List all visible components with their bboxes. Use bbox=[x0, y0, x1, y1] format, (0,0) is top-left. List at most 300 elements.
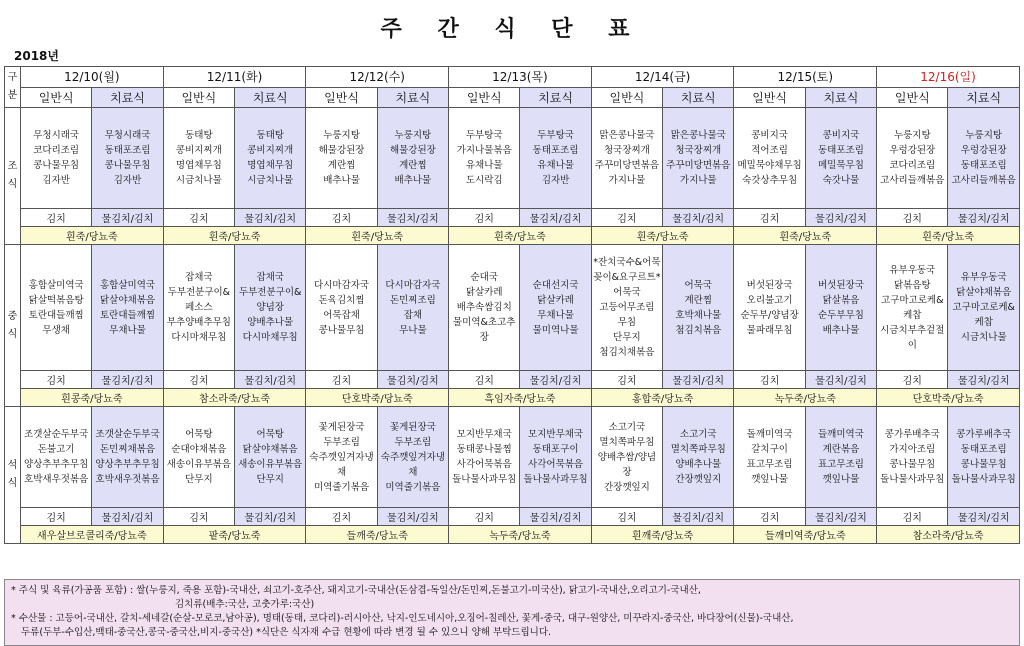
menu-item: 닭살야채볶음 bbox=[242, 444, 298, 455]
meal-type-therapeutic: 치료식 bbox=[520, 87, 591, 108]
menu-item: 계란찜 bbox=[684, 294, 713, 306]
meal-type-regular: 일반식 bbox=[306, 87, 377, 108]
menu-item: 콩나물무침 bbox=[318, 324, 365, 336]
menu-item: 돈불고기 bbox=[37, 444, 75, 455]
menu-item: 모지반무채국 bbox=[528, 429, 584, 440]
menu-cell-regular bbox=[21, 245, 92, 371]
porridge-cell: 흰콩죽/당뇨죽 bbox=[21, 389, 164, 407]
menu-item: 누룽지탕 bbox=[893, 130, 931, 141]
menu-item: 버섯된장국 bbox=[746, 279, 793, 291]
day-header: 12/15(토) bbox=[734, 67, 877, 88]
kimchi-cell: 김치 bbox=[163, 508, 234, 526]
menu-item: 주꾸미당면볶음 bbox=[666, 160, 731, 171]
menu-item: 도시락김 bbox=[465, 175, 503, 186]
menu-item: 어묵국 bbox=[684, 279, 713, 291]
menu-item: 두부조림 bbox=[323, 436, 360, 448]
meal-type-therapeutic: 치료식 bbox=[377, 87, 448, 108]
meal-type-regular: 일반식 bbox=[21, 87, 92, 108]
meal-type-regular: 일반식 bbox=[163, 87, 234, 108]
menu-item: 양상추부추무침 bbox=[95, 459, 160, 470]
menu-item: 배추나물 bbox=[323, 175, 360, 186]
menu-cell-therapeutic bbox=[520, 245, 591, 371]
menu-item: 콩가루배추국 bbox=[884, 429, 940, 440]
kimchi-cell: 김치 bbox=[163, 371, 234, 389]
kimchi-cell: 물김치/김치 bbox=[948, 209, 1020, 227]
menu-item: 숙갓상추무침 bbox=[742, 175, 798, 186]
menu-cell-therapeutic bbox=[377, 407, 448, 508]
menu-item: 콩비지찌개 bbox=[247, 145, 294, 156]
menu-cell-regular bbox=[449, 108, 520, 209]
menu-item: 맑은콩나물국 bbox=[670, 130, 726, 141]
porridge-cell: 흰죽/당뇨죽 bbox=[449, 227, 592, 245]
menu-item: 돈민찌채볶음 bbox=[99, 444, 156, 455]
kimchi-cell: 김치 bbox=[163, 209, 234, 227]
menu-item: 단무지 bbox=[185, 474, 213, 485]
porridge-cell: 팥죽/당뇨죽 bbox=[163, 526, 306, 544]
origin-note-kimchi: 김치류(배추:국산, 고춧가루:국산) bbox=[175, 599, 315, 610]
menu-cell-therapeutic bbox=[235, 245, 306, 371]
menu-item: 간장깻잎지 bbox=[675, 474, 722, 485]
menu-cell-therapeutic bbox=[663, 108, 734, 209]
meal-type-therapeutic: 치료식 bbox=[948, 87, 1020, 108]
kimchi-cell: 물김치/김치 bbox=[92, 508, 163, 526]
menu-item: 이 bbox=[907, 339, 917, 351]
menu-item: 순대선지국 bbox=[532, 279, 579, 291]
menu-cell-regular bbox=[877, 108, 948, 209]
kimchi-cell: 김치 bbox=[591, 508, 662, 526]
menu-item: 미역줄기볶음 bbox=[314, 481, 370, 493]
menu-item: 두부탕국 bbox=[537, 130, 574, 141]
menu-item: 동태콩나물찜 bbox=[456, 444, 512, 455]
menu-item: 시금치나물 bbox=[175, 175, 222, 186]
menu-item: 닭살야채볶음 bbox=[956, 287, 1012, 298]
menu-item: 가지나물볶음 bbox=[456, 145, 512, 156]
menu-item: 물미역나물 bbox=[532, 324, 579, 336]
menu-item: 해물강된장 bbox=[389, 145, 436, 156]
menu-item: 무침 bbox=[617, 317, 637, 328]
menu-item: 고사리들깨볶음 bbox=[880, 175, 945, 186]
kimchi-cell: 물김치/김치 bbox=[377, 371, 448, 389]
kimchi-cell: 김치 bbox=[21, 508, 92, 526]
kimchi-cell: 물김치/김치 bbox=[805, 371, 876, 389]
menu-item: 코다리조림 bbox=[889, 160, 936, 171]
menu-item: 장 bbox=[479, 332, 489, 343]
menu-item: 시금치부추겉절 bbox=[880, 324, 945, 336]
menu-item: 순두부무침 bbox=[818, 309, 864, 321]
menu-item: 첨김치채볶음 bbox=[599, 347, 655, 358]
page-title: 주 간 식 단 표 bbox=[380, 17, 644, 42]
porridge-cell: 녹두죽/당뇨죽 bbox=[734, 389, 877, 407]
menu-item: 두부조림 bbox=[394, 436, 432, 448]
porridge-cell: 흰죽/당뇨죽 bbox=[591, 227, 734, 245]
menu-item: 조갯살순두부국 bbox=[95, 429, 160, 440]
day-header: 12/12(수) bbox=[306, 67, 449, 88]
porridge-cell: 흰죽/당뇨죽 bbox=[306, 227, 449, 245]
menu-item: 사각어묵볶음 bbox=[456, 459, 512, 470]
menu-item: 토란대들깨찜 bbox=[99, 309, 156, 321]
menu-item: 부추양배추무침 bbox=[166, 317, 231, 328]
menu-item: 유부우동국 bbox=[889, 264, 936, 276]
menu-item: 유채나물 bbox=[537, 160, 574, 171]
porridge-cell: 새우살브로콜리죽/당뇨죽 bbox=[21, 526, 164, 544]
menu-item: 동태포구이 bbox=[532, 444, 579, 455]
menu-table bbox=[4, 66, 1020, 544]
menu-item: 우렁강된장 bbox=[889, 145, 936, 156]
menu-cell-therapeutic bbox=[92, 245, 163, 371]
porridge-cell: 참소라죽/당뇨죽 bbox=[877, 526, 1020, 544]
menu-cell-therapeutic bbox=[948, 245, 1020, 371]
menu-item: 잡채국 bbox=[185, 272, 213, 283]
menu-item: 양상추부추무침 bbox=[24, 459, 89, 470]
menu-item: 닭살볶음 bbox=[822, 294, 860, 306]
kimchi-cell: 김치 bbox=[21, 371, 92, 389]
kimchi-cell: 김치 bbox=[306, 209, 377, 227]
menu-item: 돌나물사과무침 bbox=[452, 474, 517, 485]
menu-item: 홍합살미역국 bbox=[99, 279, 156, 291]
meal-label: 중 식 bbox=[5, 245, 21, 407]
porridge-cell: 참소라죽/당뇨죽 bbox=[163, 389, 306, 407]
menu-cell-therapeutic bbox=[948, 407, 1020, 508]
menu-item: 콩나물무침 bbox=[33, 160, 80, 171]
menu-item: 고구마고로케& bbox=[952, 302, 1015, 313]
menu-item: 순대야채볶음 bbox=[171, 444, 227, 455]
menu-cell-therapeutic bbox=[377, 245, 448, 371]
menu-item: 주꾸미당면볶음 bbox=[594, 160, 660, 171]
menu-cell-regular bbox=[734, 245, 805, 371]
menu-item: 들깨미역국 bbox=[818, 429, 864, 440]
menu-item: 맑은콩나물국 bbox=[599, 130, 655, 141]
kimchi-cell: 김치 bbox=[734, 209, 805, 227]
porridge-cell: 들깨미역죽/당뇨죽 bbox=[734, 526, 877, 544]
menu-cell-therapeutic bbox=[235, 407, 306, 508]
day-header: 12/13(목) bbox=[449, 67, 592, 88]
kimchi-cell: 김치 bbox=[734, 371, 805, 389]
menu-cell-regular bbox=[734, 407, 805, 508]
menu-cell-regular bbox=[591, 245, 662, 371]
menu-item: 호박새우젓볶음 bbox=[95, 474, 160, 485]
menu-item: 무채나물 bbox=[109, 324, 146, 336]
kimchi-cell: 김치 bbox=[306, 508, 377, 526]
menu-item: 닭살야채볶음 bbox=[99, 294, 156, 306]
menu-cell-regular bbox=[306, 407, 377, 508]
menu-item: 물파래무침 bbox=[746, 324, 793, 336]
menu-item: 다시마감자국 bbox=[385, 279, 441, 291]
menu-item: 갈치구이 bbox=[751, 444, 788, 455]
menu-item: 닭볶음탕 bbox=[893, 279, 931, 291]
menu-item: 호박새우젓볶음 bbox=[24, 474, 89, 485]
menu-cell-therapeutic bbox=[235, 108, 306, 209]
menu-item: 코다리조림 bbox=[33, 145, 80, 156]
menu-item: 유채나물 bbox=[465, 160, 503, 171]
menu-item: 돌나물사과무침 bbox=[523, 474, 588, 485]
menu-cell-regular bbox=[591, 108, 662, 209]
menu-cell-therapeutic bbox=[663, 245, 734, 371]
menu-cell-regular bbox=[163, 407, 234, 508]
menu-item: 두부전분구이& bbox=[167, 287, 231, 298]
porridge-cell: 단호박죽/당뇨죽 bbox=[306, 389, 449, 407]
menu-item: 미역줄기볶음 bbox=[385, 481, 441, 493]
menu-item: 적어조림 bbox=[751, 145, 788, 156]
kimchi-cell: 물김치/김치 bbox=[805, 209, 876, 227]
kimchi-cell: 김치 bbox=[877, 209, 948, 227]
menu-cell-regular bbox=[591, 407, 662, 508]
menu-item: 호박채나물 bbox=[675, 309, 722, 321]
origin-note-meat: * 주식 및 육류(가공품 포함) : 쌀(누룽지, 죽용 포함)-국내산, 쇠고기-호주산, 돼지고기-국내산(돈삼겹-독일산/돈민찌,돈불고기-미국산), 닭고기-국내산,오리고기-국내산, bbox=[11, 585, 701, 596]
menu-item: 메밀묵무침 bbox=[818, 160, 864, 171]
menu-item: 꽃게된장국 bbox=[389, 421, 436, 433]
meal-label: 석 식 bbox=[5, 407, 21, 544]
menu-item: 고사리들깨볶음 bbox=[951, 175, 1016, 186]
menu-item: 우렁강된장 bbox=[960, 145, 1007, 156]
menu-item: *잔치국수&어묵 bbox=[593, 257, 661, 268]
menu-item: 두부탕국 bbox=[465, 130, 503, 141]
porridge-cell: 흰죽/당뇨죽 bbox=[163, 227, 306, 245]
menu-item: 무청시래국 bbox=[104, 130, 151, 141]
menu-item: 닭살카레 bbox=[537, 294, 574, 306]
menu-item: 시금치나물 bbox=[247, 175, 294, 186]
kimchi-cell: 물김치/김치 bbox=[377, 508, 448, 526]
menu-item: 콩비지국 bbox=[822, 130, 860, 141]
menu-item: 콩비지찌개 bbox=[175, 145, 222, 156]
menu-item: 가지아조림 bbox=[889, 444, 936, 455]
meal-type-regular: 일반식 bbox=[734, 87, 805, 108]
menu-item: 콩가루배추국 bbox=[956, 429, 1012, 440]
menu-cell-therapeutic bbox=[520, 407, 591, 508]
kimchi-cell: 물김치/김치 bbox=[520, 371, 591, 389]
menu-item: 모지반무채국 bbox=[456, 429, 512, 440]
menu-item: 무생채 bbox=[42, 324, 70, 336]
kimchi-cell: 물김치/김치 bbox=[948, 508, 1020, 526]
meal-label: 조 식 bbox=[5, 108, 21, 245]
menu-item: 깻잎나물 bbox=[751, 474, 788, 485]
menu-item: 계란찜 bbox=[327, 160, 356, 171]
menu-item: 배추나물 bbox=[394, 175, 432, 186]
menu-item: 물미역&초고추 bbox=[452, 317, 516, 328]
menu-cell-therapeutic bbox=[805, 407, 876, 508]
menu-item: 순대국 bbox=[470, 272, 498, 283]
menu-item: 청국장찌개 bbox=[675, 145, 722, 156]
menu-item: 잡채 bbox=[403, 309, 423, 321]
menu-item: 간장깻잎지 bbox=[603, 481, 650, 493]
menu-item: 누룽지탕 bbox=[323, 130, 360, 141]
kimchi-cell: 물김치/김치 bbox=[520, 209, 591, 227]
kimchi-cell: 물김치/김치 bbox=[948, 371, 1020, 389]
menu-cell-regular bbox=[877, 407, 948, 508]
menu-item: 돈육김치찜 bbox=[318, 294, 365, 306]
kimchi-cell: 김치 bbox=[306, 371, 377, 389]
origin-note-seafood: * 수산물 : 고등어-국내산, 갈치-세네갈(순살-모로코,남아공), 명태(동태, 코다리)-러시아산, 낙지-인도네시아,오징어-칠레산, 꽃게-중국, 대구-원양산, 미꾸라지-중국산, 바다장어(신물)-국내산, bbox=[11, 613, 794, 624]
corner-label: 구 분 bbox=[5, 67, 21, 108]
menu-item: 케찹 bbox=[974, 317, 993, 328]
menu-item: 표고무조림 bbox=[818, 459, 864, 470]
menu-item: 양배추나물 bbox=[247, 317, 294, 328]
menu-item: 동태탕 bbox=[185, 130, 213, 141]
menu-item: 케찹 bbox=[903, 309, 922, 321]
menu-cell-therapeutic bbox=[377, 108, 448, 209]
porridge-cell: 단호박죽/당뇨죽 bbox=[877, 389, 1020, 407]
menu-item: 김자반 bbox=[113, 175, 142, 186]
menu-item: 돌나물사과무침 bbox=[880, 474, 945, 485]
day-header: 12/11(화) bbox=[163, 67, 306, 88]
menu-item: 잡채국 bbox=[256, 272, 284, 283]
menu-item: 멸치쪽파무침 bbox=[670, 444, 726, 455]
menu-item: 누룽지탕 bbox=[394, 130, 432, 141]
menu-item: 오리불고기 bbox=[746, 294, 793, 306]
menu-item: 무청시래국 bbox=[33, 130, 80, 141]
menu-item: 배추속쌈김치 bbox=[456, 302, 512, 313]
menu-item: 콩나물무침 bbox=[889, 459, 936, 470]
menu-item: 콩나물무침 bbox=[104, 160, 151, 171]
menu-item: 양배추나물 bbox=[675, 459, 722, 470]
menu-item: 누룽지탕 bbox=[965, 130, 1003, 141]
menu-cell-therapeutic bbox=[805, 245, 876, 371]
menu-item: 소고기국 bbox=[608, 421, 646, 433]
menu-cell-therapeutic bbox=[663, 407, 734, 508]
menu-item: 단무지 bbox=[256, 474, 284, 485]
menu-item: 채 bbox=[336, 466, 347, 478]
menu-item: 돌깨미역국 bbox=[746, 429, 793, 440]
meal-type-therapeutic: 치료식 bbox=[235, 87, 306, 108]
menu-item: 채 bbox=[408, 466, 418, 478]
kimchi-cell: 김치 bbox=[449, 209, 520, 227]
menu-item: 꽂이&요구르트* bbox=[593, 272, 661, 283]
menu-item: 고구마고로케& bbox=[881, 294, 944, 306]
menu-item: 돌나물사과무침 bbox=[951, 474, 1016, 485]
menu-item: 가지나물 bbox=[608, 175, 646, 186]
menu-item: 김자반 bbox=[541, 175, 570, 186]
menu-item: 다시마감자국 bbox=[314, 279, 370, 291]
menu-item: 양념장 bbox=[256, 302, 284, 313]
menu-item: 페소스 bbox=[185, 302, 213, 313]
menu-cell-therapeutic bbox=[92, 407, 163, 508]
meal-type-regular: 일반식 bbox=[591, 87, 662, 108]
kimchi-cell: 김치 bbox=[877, 371, 948, 389]
kimchi-cell: 김치 bbox=[591, 371, 662, 389]
menu-item: 시금치나물 bbox=[960, 332, 1007, 343]
menu-item: 홍합살미역국 bbox=[28, 279, 84, 291]
menu-cell-regular bbox=[449, 407, 520, 508]
menu-cell-regular bbox=[306, 245, 377, 371]
day-header-sunday: 12/16(일) bbox=[877, 67, 1020, 88]
kimchi-cell: 물김치/김치 bbox=[235, 508, 306, 526]
menu-item: 어묵잡채 bbox=[323, 309, 360, 321]
menu-item: 꽃게된장국 bbox=[318, 421, 365, 433]
kimchi-cell: 물김치/김치 bbox=[377, 209, 448, 227]
menu-item: 닭살떡볶음탕 bbox=[28, 294, 84, 306]
menu-item: 계란찜 bbox=[399, 160, 427, 171]
meal-type-regular: 일반식 bbox=[877, 87, 948, 108]
menu-item: 고등어무조림 bbox=[599, 302, 655, 313]
menu-cell-therapeutic bbox=[92, 108, 163, 209]
kimchi-cell: 물김치/김치 bbox=[92, 209, 163, 227]
menu-item: 숙갓나물 bbox=[822, 175, 860, 186]
kimchi-cell: 김치 bbox=[21, 209, 92, 227]
kimchi-cell: 물김치/김치 bbox=[663, 371, 734, 389]
meal-type-therapeutic: 치료식 bbox=[805, 87, 876, 108]
menu-item: 사각어묵볶음 bbox=[528, 459, 584, 470]
menu-item: 깻잎나물 bbox=[822, 474, 860, 485]
menu-cell-regular bbox=[306, 108, 377, 209]
porridge-cell: 흑임자죽/당뇨죽 bbox=[449, 389, 592, 407]
menu-item: 무채나물 bbox=[537, 309, 574, 321]
origin-note-beans: 두류(두부-수입산,백태-중국산,콩국-중국산,비지-중국산) *식단은 식자재 수급 현황에 따라 변경 될 수 있으니 양해 부탁드립니다. bbox=[21, 627, 552, 638]
menu-item: 계란볶음 bbox=[822, 444, 860, 455]
day-header: 12/14(금) bbox=[591, 67, 734, 88]
menu-item: 버섯된장국 bbox=[818, 279, 864, 291]
porridge-cell: 흰깨죽/당뇨죽 bbox=[591, 526, 734, 544]
kimchi-cell: 물김치/김치 bbox=[92, 371, 163, 389]
year-label: 2018년 bbox=[14, 49, 59, 63]
menu-item: 배추나물 bbox=[822, 324, 860, 336]
kimchi-cell: 물김치/김치 bbox=[235, 209, 306, 227]
porridge-cell: 녹두죽/당뇨죽 bbox=[449, 526, 592, 544]
porridge-cell: 흰죽/당뇨죽 bbox=[21, 227, 164, 245]
porridge-cell: 흰죽/당뇨죽 bbox=[734, 227, 877, 245]
menu-item: 숙주깻잎겨자냉 bbox=[309, 451, 374, 463]
menu-item: 어묵탕 bbox=[256, 429, 284, 440]
kimchi-cell: 김치 bbox=[449, 508, 520, 526]
meal-type-regular: 일반식 bbox=[449, 87, 520, 108]
kimchi-cell: 물김치/김치 bbox=[805, 508, 876, 526]
menu-cell-regular bbox=[877, 245, 948, 371]
meal-type-therapeutic: 치료식 bbox=[92, 87, 163, 108]
menu-item: 동태포조림 bbox=[818, 145, 864, 156]
menu-item: 표고무조림 bbox=[746, 459, 793, 470]
menu-item: 동태포조림 bbox=[104, 145, 151, 156]
footer-notes bbox=[4, 579, 1020, 646]
menu-item: 다시마채무침 bbox=[171, 332, 227, 343]
menu-item: 명엽채무침 bbox=[175, 160, 222, 171]
kimchi-cell: 김치 bbox=[877, 508, 948, 526]
menu-item: 동태포조림 bbox=[960, 160, 1007, 171]
menu-item: 유부우동국 bbox=[960, 272, 1007, 283]
menu-cell-regular bbox=[163, 245, 234, 371]
menu-item: 어묵국 bbox=[613, 287, 641, 298]
menu-cell-regular bbox=[449, 245, 520, 371]
menu-item: 닭살카레 bbox=[465, 287, 503, 298]
kimchi-cell: 물김치/김치 bbox=[663, 209, 734, 227]
menu-item: 조갯살순두부국 bbox=[24, 429, 89, 440]
menu-item: 단무지 bbox=[613, 332, 641, 343]
menu-item: 장 bbox=[622, 466, 632, 478]
kimchi-cell: 김치 bbox=[734, 508, 805, 526]
kimchi-cell: 물김치/김치 bbox=[235, 371, 306, 389]
menu-item: 숙주깻잎겨자냉 bbox=[380, 451, 446, 463]
porridge-cell: 홍합죽/당뇨죽 bbox=[591, 389, 734, 407]
menu-item: 양배추쌈/양념 bbox=[597, 451, 657, 463]
menu-cell-regular bbox=[21, 108, 92, 209]
menu-cell-therapeutic bbox=[948, 108, 1020, 209]
menu-cell-regular bbox=[21, 407, 92, 508]
menu-cell-regular bbox=[734, 108, 805, 209]
menu-item: 콩나물무침 bbox=[960, 459, 1007, 470]
kimchi-cell: 물김치/김치 bbox=[663, 508, 734, 526]
menu-item: 동태탕 bbox=[256, 130, 284, 141]
menu-item: 새송이유부볶음 bbox=[238, 459, 303, 470]
porridge-cell: 흰죽/당뇨죽 bbox=[877, 227, 1020, 245]
menu-item: 첨김치볶음 bbox=[675, 324, 722, 336]
menu-item: 청국장찌개 bbox=[603, 145, 650, 156]
menu-item: 해물강된장 bbox=[318, 145, 365, 156]
menu-item: 콩비지국 bbox=[751, 130, 788, 141]
kimchi-cell: 김치 bbox=[449, 371, 520, 389]
menu-item: 가지나물 bbox=[679, 175, 717, 186]
kimchi-cell: 김치 bbox=[591, 209, 662, 227]
menu-item: 메밀묵야채무침 bbox=[737, 160, 802, 171]
menu-cell-therapeutic bbox=[805, 108, 876, 209]
kimchi-cell: 물김치/김치 bbox=[520, 508, 591, 526]
meal-type-therapeutic: 치료식 bbox=[663, 87, 734, 108]
